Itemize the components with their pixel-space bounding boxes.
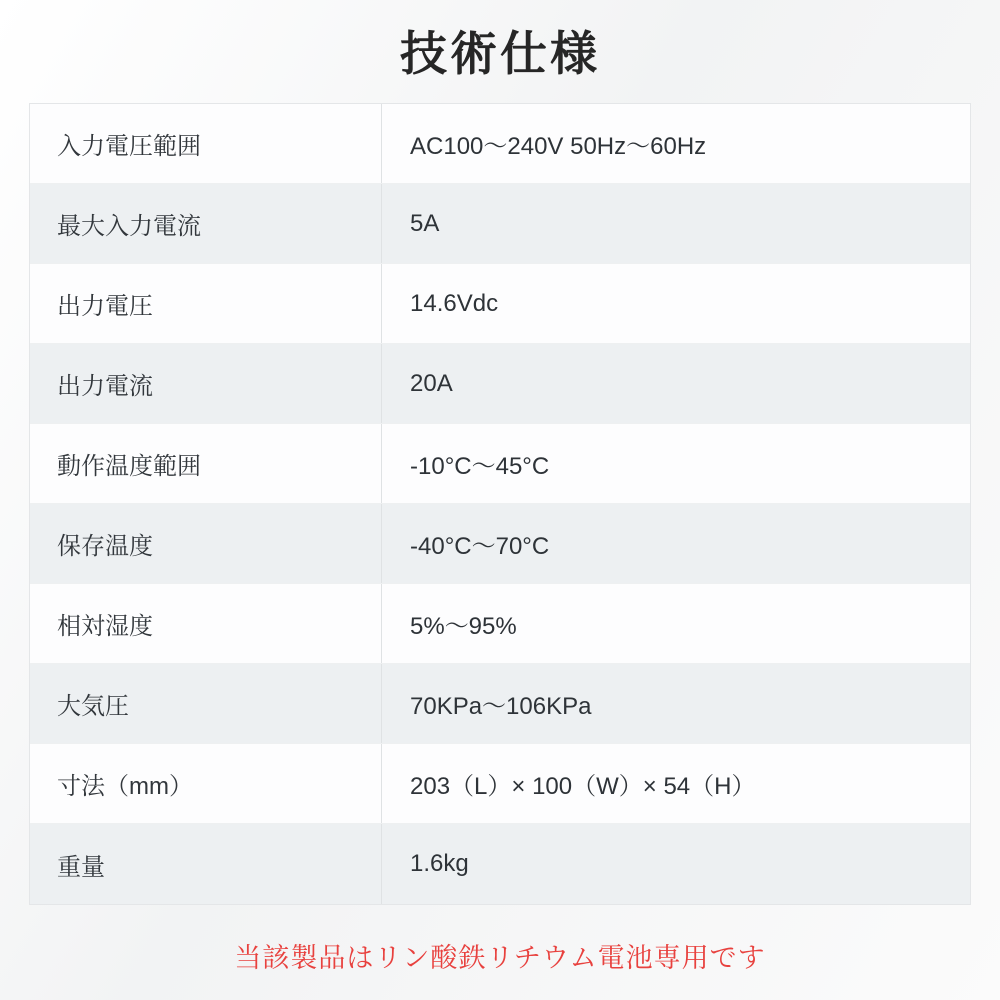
row-value: 20A <box>410 369 453 397</box>
page-title: 技術仕様 <box>400 27 600 80</box>
table-row <box>30 184 970 264</box>
table-row <box>30 344 970 424</box>
row-label: 出力電圧 <box>30 264 382 343</box>
row-value: 5%～95% <box>410 613 517 640</box>
table-row <box>30 664 970 744</box>
row-label: 重量 <box>30 824 382 904</box>
row-label: 大気圧 <box>30 664 382 743</box>
row-value: 70KPa～106KPa <box>410 693 592 720</box>
row-value: -40°C～70°C <box>410 533 550 560</box>
row-label: 保存温度 <box>30 504 382 583</box>
row-label: 最大入力電流 <box>30 184 382 263</box>
row-label: 寸法（mm） <box>30 744 382 823</box>
row-value: 14.6Vdc <box>410 289 499 317</box>
row-value: 203（L）× 100（W）× 54（H） <box>410 773 756 800</box>
row-label: 相対湿度 <box>30 584 382 663</box>
table-row <box>30 264 970 344</box>
row-label: 動作温度範囲 <box>30 424 382 503</box>
table-row <box>30 744 970 824</box>
table-row <box>30 504 970 584</box>
row-value: -10°C～45°C <box>410 453 550 480</box>
row-value: AC100～240V 50Hz～60Hz <box>410 133 707 160</box>
battery-type-warning: 当該製品はリン酸鉄リチウム電池専用です <box>234 943 766 973</box>
row-label: 出力電流 <box>30 344 382 423</box>
table-row <box>30 104 970 184</box>
row-label: 入力電圧範囲 <box>30 104 382 183</box>
table-row <box>30 584 970 664</box>
row-value: 1.6kg <box>410 850 469 877</box>
row-value: 5A <box>410 209 440 237</box>
table-row <box>30 824 970 904</box>
spec-table <box>29 103 971 905</box>
table-row <box>30 424 970 504</box>
